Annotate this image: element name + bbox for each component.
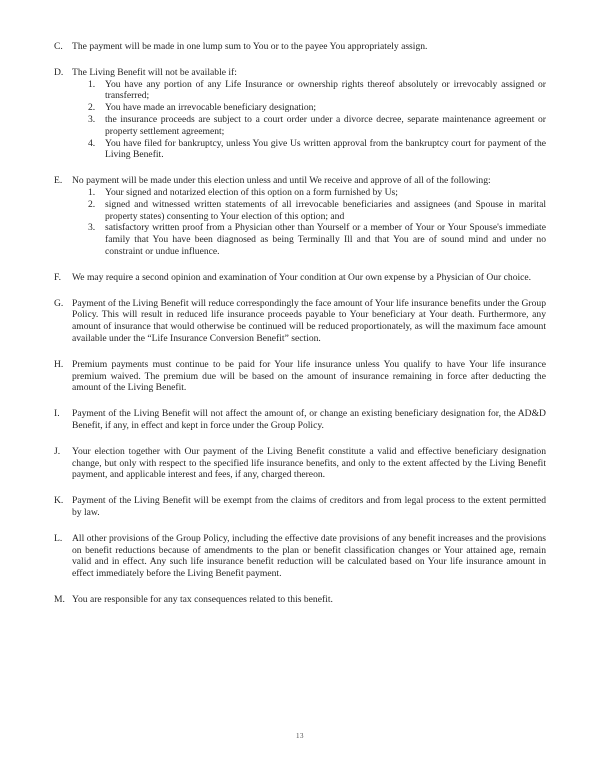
sub-item-text: the insurance proceeds are subject to a court order under a divorce decree, separate maintenance agreement or property settlement agreement; bbox=[105, 113, 546, 137]
paragraph-letter: M. bbox=[54, 593, 65, 605]
paragraph-item-l bbox=[54, 533, 546, 580]
paragraph-text: Premium payments must continue to be paid for Your life insurance unless You qualify to have Your life insurance premium waived. The premium due will be based on the amount of insurance remaining in force after deducting the amount of the Living Benefit. bbox=[72, 358, 546, 394]
paragraph-letter: D. bbox=[54, 66, 64, 78]
paragraph-text: The Living Benefit will not be available if: bbox=[72, 66, 237, 78]
sub-list-item bbox=[72, 222, 546, 257]
sub-item-text: You have made an irrevocable beneficiary designation; bbox=[105, 102, 317, 114]
sub-list-item bbox=[72, 79, 546, 103]
paragraph-item-k bbox=[54, 495, 546, 519]
sub-list-item bbox=[72, 114, 546, 138]
paragraph-text: No payment will be made under this election unless and until We receive and approve of all of the following: bbox=[72, 175, 491, 187]
paragraph-item-c bbox=[54, 41, 546, 53]
page-number: 13 bbox=[296, 732, 304, 740]
paragraph-text: We may require a second opinion and examination of Your condition at Our own expense by a Physician of Our choice. bbox=[72, 271, 532, 283]
paragraph-item-f bbox=[54, 272, 546, 284]
sub-list-item bbox=[72, 199, 546, 223]
paragraph-letter: G. bbox=[54, 297, 64, 309]
paragraph-letter: E. bbox=[54, 175, 63, 187]
paragraph-letter: L. bbox=[54, 532, 63, 544]
paragraph-item-g bbox=[54, 298, 546, 345]
paragraph-text: All other provisions of the Group Policy, including the effective date provisions of any benefit increases and the provisions on benefit reductions because of amendments to the plan or benefit classification changes or Your attained age, remain valid and in effect. Any such life insurance benefit reduction will be calculated based on Your life insurance amount in effect immediately before the Living Benefit payment. bbox=[72, 532, 546, 580]
sub-item-text: signed and witnessed written statements of all irrevocable beneficiaries and assignees (and Spouse in marital property states) consenting to Your election of this option; and bbox=[105, 198, 546, 222]
sub-list bbox=[72, 187, 546, 258]
sub-item-number: 3. bbox=[88, 222, 96, 234]
paragraph-letter: C. bbox=[54, 41, 63, 52]
sub-item-text: You have any portion of any Life Insurance or ownership rights thereof absolutely or irrevocably assigned or transferred; bbox=[105, 78, 546, 102]
sub-list-item bbox=[72, 138, 546, 162]
paragraph-text: Payment of the Living Benefit will reduce correspondingly the face amount of Your life insurance benefits under the Group Policy. This will result in reduced life insurance proceeds payable to Your beneficiary at Your death. Furthermore, any amount of insurance that would otherwise be continued will be reduced proportionately, as will the maximum face amount available under the “Life Insurance Conversion Benefit” section. bbox=[72, 297, 546, 344]
paragraph-item-h bbox=[54, 359, 546, 394]
paragraph-text: The payment will be made in one lump sum to You or to the payee You appropriately assign. bbox=[72, 41, 428, 52]
sub-item-number: 1. bbox=[88, 186, 96, 198]
paragraph-text: You are responsible for any tax consequences related to this benefit. bbox=[72, 593, 333, 605]
sub-item-text: Your signed and notarized election of this option on a form furnished by Us; bbox=[105, 186, 398, 198]
paragraph-item-e bbox=[54, 175, 546, 258]
sub-list-item bbox=[72, 187, 546, 199]
paragraph-text: Your election together with Our payment of the Living Benefit constitute a valid and effective beneficiary designation change, but only with respect to the specified life insurance benefits, and only to the extent affected by the Living Benefit payment, and applicable interest and fees, if any, charged thereon. bbox=[72, 445, 546, 481]
sub-list-item bbox=[72, 102, 546, 114]
paragraph-letter: I. bbox=[54, 408, 60, 420]
sub-item-number: 4. bbox=[88, 137, 96, 149]
paragraph-item-i bbox=[54, 408, 546, 432]
paragraph-item-d bbox=[54, 67, 546, 161]
paragraph-letter: H. bbox=[54, 358, 64, 370]
paragraph-text: Payment of the Living Benefit will be exempt from the claims of creditors and from legal process to the extent permitted by law. bbox=[72, 495, 546, 518]
sub-item-number: 2. bbox=[88, 198, 96, 210]
paragraph-letter: K. bbox=[54, 495, 64, 507]
paragraph-letter: F. bbox=[54, 271, 61, 283]
sub-item-text: satisfactory written proof from a Physician other than Yourself or a member of Your or Your Spouse's immediate family that You have been diagnosed as being Terminally Ill and that You are of sound mind and under no constraint or undue influence. bbox=[105, 222, 546, 257]
paragraph-item-j bbox=[54, 446, 546, 481]
paragraph-text: Payment of the Living Benefit will not affect the amount of, or change an existing beneficiary designation for, the AD&D Benefit, if any, in effect and kept in force under the Group Policy. bbox=[72, 408, 546, 431]
sub-item-number: 1. bbox=[88, 78, 96, 90]
sub-list bbox=[72, 79, 546, 162]
sub-item-number: 2. bbox=[88, 102, 96, 114]
document-body bbox=[54, 41, 546, 620]
paragraph-letter: J. bbox=[54, 445, 61, 457]
sub-item-number: 3. bbox=[88, 113, 96, 125]
sub-item-text: You have filed for bankruptcy, unless You give Us written approval from the bankruptcy court for payment of the Living Benefit. bbox=[105, 137, 546, 161]
paragraph-item-m bbox=[54, 594, 546, 606]
